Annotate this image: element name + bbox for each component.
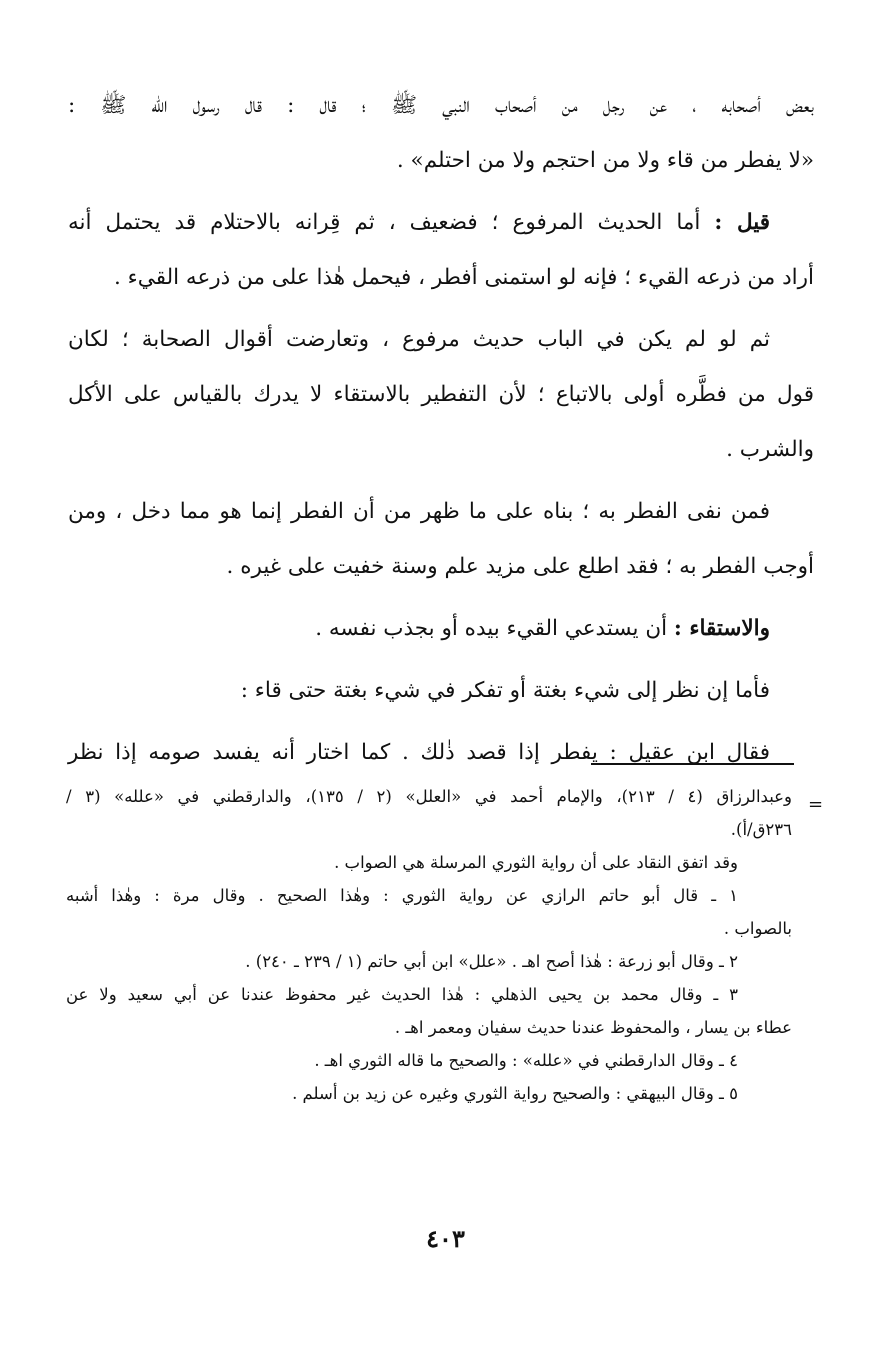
footnote-line: ٢ ـ وقال أبو زرعة : هٰذا أصح اهـ . «علل» ابن أبي حاتم (١ / ٢٣٩ ـ ٢٤٠) . (245, 952, 738, 971)
footnote-paragraph (66, 846, 792, 879)
paragraph (68, 601, 814, 656)
footnote-continuation-mark: = (808, 794, 824, 815)
footnote-paragraph (66, 879, 792, 945)
paragraph (68, 725, 814, 780)
text-line: فقال ابن عقيل : يفطر إذا قصد ذٰلك . كما اختار أنه يفسد صومه إذا نظر (68, 740, 770, 765)
text-line (68, 601, 814, 656)
paragraph (68, 195, 814, 305)
footnote-line: ١ ـ قال أبو حاتم الرازي عن رواية الثوري : وهٰذا الصحيح . وقال مرة : وهٰذا أشبه (66, 886, 738, 905)
footnote-line: عطاء بن يسار ، والمحفوظ عندنا حديث سفيان ومعمر اهـ . (394, 1018, 792, 1037)
lead-word: قيل : (714, 210, 770, 235)
paragraph (68, 484, 814, 594)
text-line: بعض أصحابه ، عن رجل من أصحاب النبي ﷺ ؛ قال : قال رسول الله ﷺ : (68, 93, 814, 118)
footnote-paragraph (66, 1044, 792, 1077)
text-line: ثم لو لم يكن في الباب حديث مرفوع ، وتعارضت أقوال الصحابة ؛ لكان (68, 327, 770, 352)
text-line-rest: أن يستدعي القيء بيده أو بجذب نفسه . (315, 616, 674, 641)
footnote-paragraph (66, 978, 792, 1044)
text-line-rest: أما الحديث المرفوع ؛ فضعيف ، ثم قِرانه بالاحتلام قد يحتمل أنه (68, 210, 715, 235)
text-line: والشرب . (726, 437, 814, 462)
text-line: أراد من ذرعه القيء ؛ فإنه لو استمنى أفطر ، فيحمل هٰذا على من ذرعه القيء . (114, 265, 814, 290)
footnote-line: وقد اتفق النقاد على أن رواية الثوري المرسلة هي الصواب . (334, 853, 738, 872)
footnote-paragraph (66, 780, 792, 846)
text-line: أوجب الفطر به ؛ فقد اطلع على مزيد علم وسنة خفيت على غيره . (226, 554, 814, 579)
paragraph (68, 663, 814, 718)
footnote-line: بالصواب . (723, 919, 792, 938)
footnote-paragraph (66, 1077, 792, 1110)
footnote-line: وعبدالرزاق (٤ / ٢١٣)، والإمام أحمد في «العلل» (٢ / ١٣٥)، والدارقطني في «علله» (٣ / (66, 787, 792, 806)
footnotes (66, 780, 792, 1110)
footnote-line: ٥ ـ وقال البيهقي : والصحيح رواية الثوري وغيره عن زيد بن أسلم . (292, 1084, 738, 1103)
page-number: ٤٠٣ (426, 1224, 465, 1253)
paragraph (68, 78, 814, 188)
text-line: فأما إن نظر إلى شيء بغتة أو تفكر في شيء بغتة حتى قاء : (240, 678, 770, 703)
paragraph (68, 312, 814, 477)
text-line: قول من فطَّره أولى بالاتباع ؛ لأن التفطير بالاستقاء لا يدرك بالقياس على الأكل (68, 382, 814, 407)
text-line: فمن نفى الفطر به ؛ بناه على ما ظهر من أن الفطر إنما هو مما دخل ، ومن (68, 499, 770, 524)
footnote-line: ٢٣٦ق/أ). (730, 820, 792, 839)
text-line (68, 195, 814, 250)
main-text (68, 78, 814, 787)
lead-word: والاستقاء : (673, 616, 770, 641)
text-line: «لا يفطر من قاء ولا من احتجم ولا من احتلم» . (396, 148, 814, 173)
footnote-paragraph (66, 945, 792, 978)
footnote-line: ٣ ـ وقال محمد بن يحيى الذهلي : هٰذا الحديث غير محفوظ عندنا عن أبي سعيد ولا عن (66, 985, 738, 1004)
footnote-separator (591, 763, 794, 765)
footnote-line: ٤ ـ وقال الدارقطني في «علله» : والصحيح ما قاله الثوري اهـ . (314, 1051, 738, 1070)
